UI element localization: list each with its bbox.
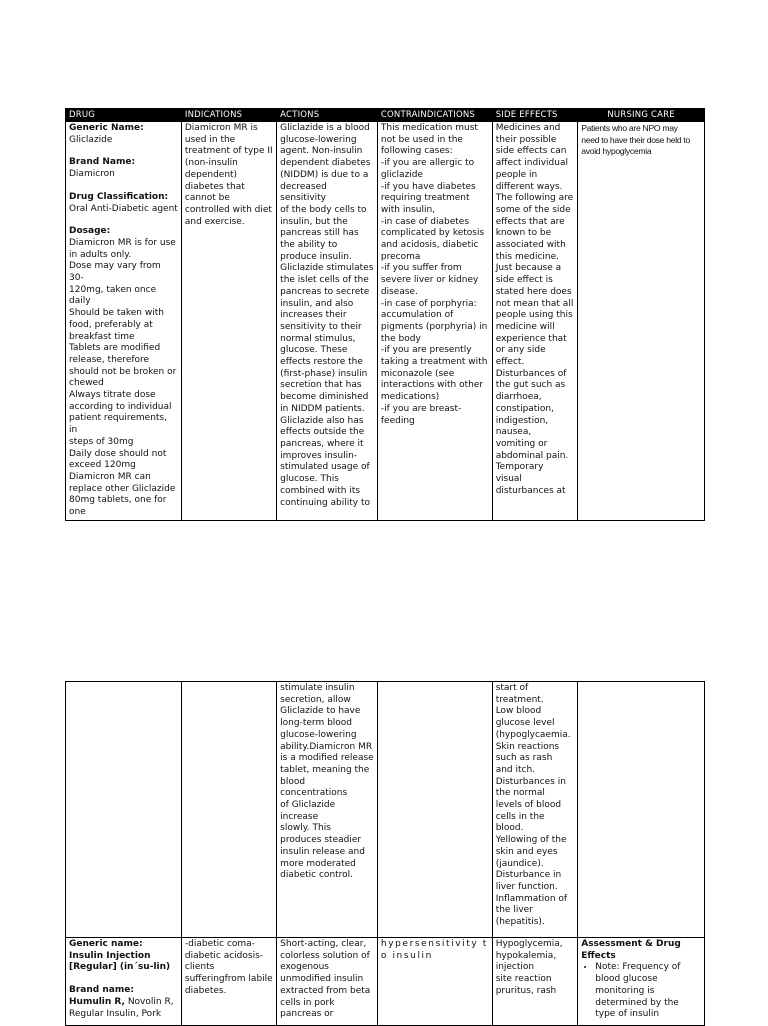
list-item: • Note: Frequency of blood glucose monitoring is determined by the type of insulin <box>595 962 701 1021</box>
table-row <box>66 122 705 521</box>
dosage-text: Diamicron MR is for use in adults only. Dose may vary from 30- 120mg, taken once daily Should be taken with food, preferably at breakfast time Tablets are modified release, therefore should not be broken or chewed Always titrate dose according to individual patient requirements, in steps of 30mg Daily dose should not exceed 120mg Diamicron MR can replace other Gliclazide 80mg tablets, one for one <box>69 237 177 518</box>
table-header-row <box>66 109 705 122</box>
actions-cell-continued: stimulate insulin secretion, allow Gliclazide to have long-term blood glucose-lowering ability.Diamicron MR is a modified release tablet, meaning the blood concentrations of Gliclazide increase slowly. This produces steadier insulin release and more moderated diabetic control. <box>277 682 378 938</box>
contraindications-cell-empty <box>377 682 492 938</box>
contraindications-cell: hypersensitivity t o insulin <box>377 938 492 1026</box>
header-side-effects: SIDE EFFECTS <box>492 109 578 122</box>
generic-name: Insulin Injection [Regular] (in´su-lin) <box>69 950 171 973</box>
actions-cell: Gliclazide is a blood glucose-lowering agent. Non-insulin dependent diabetes (NIDDM) is due to a decreased sensitivity of the body cells to insulin, but the pancreas still has the ability to produce insulin. Gliclazide stimulates the islet cells of the pancreas to secrete insulin, and also increases their sensitivity to their normal stimulus, glucose. These effects restore the (first-phase) insulin secretion that has become diminished in NIDDM patients. Gliclazide also has effects outside the pancreas, where it improves insulin- stimulated usage of glucose. This combined with its continuing ability to <box>277 122 378 521</box>
side-effects-cell: Hypoglycemia, hypokalemia, injection site reaction pruritus, rash <box>492 938 578 1026</box>
drug-table-gliclazide <box>65 108 705 521</box>
drug-table-continued <box>65 681 705 1026</box>
generic-name-label: Generic name: <box>69 939 143 949</box>
contraindications-cell: This medication must not be used in the following cases: -if you are allergic to gliclazide -if you have diabetes requiring treatment with insulin, -in case of diabetes complicated by ketosis and acidosis, diabetic precoma -if you suffer from severe liver or kidney disease. -in case of porphyria: accumulation of pigments (porphyria) in the body -if you are presently taking a treatment with miconazole (see interactions with other medications) -if you are breast- feeding <box>377 122 492 521</box>
drug-classification: Oral Anti-Diabetic agent <box>69 203 178 214</box>
header-actions: ACTIONS <box>277 109 378 122</box>
header-contraindications: CONTRAINDICATIONS <box>377 109 492 122</box>
nursing-care-cell-empty <box>578 682 705 938</box>
brand-name-label: Brand name: <box>69 985 134 996</box>
header-indications: INDICATIONS <box>181 109 276 122</box>
drug-classification-label: Drug Classification: <box>69 191 169 202</box>
brand-name-others: Novolin R, Regular Insulin, Pork <box>69 996 174 1019</box>
indications-cell: -diabetic coma- diabetic acidosis- clients sufferingfrom labile diabetes. <box>181 938 276 1026</box>
nursing-care-cell <box>578 938 705 1026</box>
header-nursing-care: NURSING CARE <box>578 109 705 122</box>
drug-cell <box>66 938 182 1026</box>
brand-name-primary: Humulin R, <box>69 996 125 1007</box>
indications-cell: Diamicron MR is used in the treatment of type II (non-insulin dependent) diabetes that cannot be controlled with diet and exercise. <box>181 122 276 521</box>
header-drug: DRUG <box>66 109 182 122</box>
table-row <box>66 682 705 938</box>
indications-cell-empty <box>181 682 276 938</box>
dosage-label: Dosage: <box>69 226 111 237</box>
generic-name-label: Generic Name: <box>69 123 144 133</box>
side-effects-cell-continued: start of treatment. Low blood glucose level (hypoglycaemia. Skin reactions such as rash and itch. Disturbances in the normal levels of blood cells in the blood. Yellowing of the skin and eyes (jaundice). Disturbance in liver function. Inflammation of the liver (hepatitis). <box>492 682 578 938</box>
generic-name: Gliclazide <box>69 134 113 145</box>
drug-cell-empty <box>66 682 182 938</box>
brand-name: Diamicron <box>69 169 115 180</box>
nursing-care-list <box>581 962 701 1021</box>
table-row <box>66 938 705 1026</box>
drug-cell <box>66 122 182 521</box>
nursing-care-title: Assessment & Drug Effects <box>581 939 681 961</box>
nursing-care-cell: Patients who are NPO may need to have their dose held to avoid hypoglycemia <box>578 122 705 521</box>
brand-name-label: Brand Name: <box>69 157 136 168</box>
actions-cell: Short-acting, clear, colorless solution of exogenous unmodified insulin extracted from beta cells in pork pancreas or <box>277 938 378 1026</box>
side-effects-cell: Medicines and their possible side effects can affect individual people in different ways. The following are some of the side effects that are known to be associated with this medicine. Just because a side effect is stated here does not mean that all people using this medicine will experience that or any side effect. Disturbances of the gut such as diarrhoea, constipation, indigestion, nausea, vomiting or abdominal pain. Temporary visual disturbances at <box>492 122 578 521</box>
